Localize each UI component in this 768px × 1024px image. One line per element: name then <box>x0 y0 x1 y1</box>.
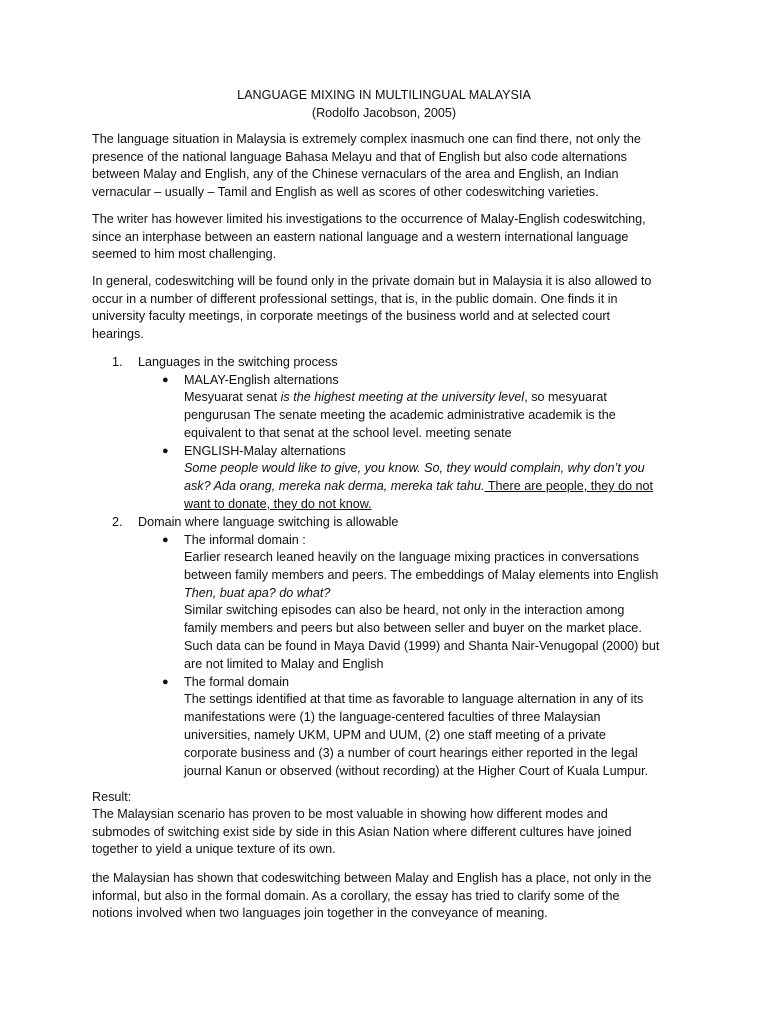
paragraph-line: The language situation in Malaysia is extremely complex inasmuch one can find there, not only the <box>92 132 641 146</box>
paragraph-line: between Malay and English, any of the Chinese vernaculars of the area and English, an Indian <box>92 167 619 182</box>
body-line: The settings identified at that time as favorable to language alternation in any of its <box>184 692 644 706</box>
bullet-icon: ● <box>162 676 169 688</box>
bullet-label: The informal domain : <box>184 533 306 547</box>
body-line: universities, namely UKM, UPM and UUM, (2) one staff meeting of a private <box>184 728 606 742</box>
bullet-icon: ● <box>162 374 169 386</box>
list-number: 1. <box>112 355 123 369</box>
body-line: Earlier research leaned heavily on the language mixing practices in conversations <box>184 550 640 564</box>
example-italic: Then, buat apa? do what? <box>184 586 331 600</box>
bullet-icon: ● <box>162 534 169 546</box>
paragraph-line: informal, but also in the formal domain. As a corollary, the essay has tried to clarify some of the <box>92 888 620 903</box>
body-line: Similar switching episodes can also be heard, not only in the interaction among <box>184 603 625 617</box>
paragraph-line: university faculty meetings, in corporate meetings of the business world and at selected court <box>92 309 611 324</box>
paragraph-line: occur in a number of different professional settings, that is, in the public domain. One finds it in <box>92 291 618 306</box>
paragraph-line: submodes of switching exist side by side in this Asian Nation where different cultures have joined <box>92 824 632 839</box>
example-italic: is the highest meeting at the university level <box>280 390 525 404</box>
list-item-label: Domain where language switching is allowable <box>138 515 399 529</box>
example-line <box>184 460 684 478</box>
bullet-label: ENGLISH-Malay alternations <box>184 444 346 458</box>
paragraph-line: In general, codeswitching will be found only in the private domain but in Malaysia it is also allowed to <box>92 274 652 288</box>
paragraph-5 <box>92 870 692 923</box>
bullet-label: MALAY-English alternations <box>184 373 339 387</box>
paragraph-line: vernacular – usually – Tamil and English as well as scores of other codeswitching varieties. <box>92 184 599 199</box>
paragraph-3 <box>92 273 692 343</box>
example-italic: Some people would like to give, you know. So, they would complain, why don’t you <box>184 461 645 475</box>
example-line: equivalent to that senat at the school level. meeting senate <box>184 426 512 440</box>
list-item <box>92 514 692 532</box>
example-line <box>184 478 684 496</box>
example-underlined: There are people, they do not <box>484 479 654 493</box>
paragraph-line: since an interphase between an eastern national language and a western international language <box>92 229 629 244</box>
paragraph-line: together to yield a unique texture of its own. <box>92 842 336 857</box>
bullet-icon: ● <box>162 445 169 457</box>
list-number: 2. <box>112 515 123 529</box>
example-text: Mesyuarat senat <box>184 390 281 404</box>
bullet-label: The formal domain <box>184 675 289 689</box>
list-item-label: Languages in the switching process <box>138 355 338 369</box>
example-line <box>184 389 684 407</box>
paragraph-line: the Malaysian has shown that codeswitching between Malay and English has a place, not only in the <box>92 871 652 885</box>
paragraph-line: presence of the national language Bahasa Melayu and that of English but also code alternations <box>92 149 627 164</box>
body-line: Such data can be found in Maya David (1999) and Shanta Nair-Venugopal (2000) but <box>184 639 660 653</box>
example-italic: ask? Ada orang, mereka nak derma, mereka tak tahu. <box>184 479 485 493</box>
body-line: corporate business and (3) a number of court hearings either reported in the legal <box>184 746 638 760</box>
example-text: , so mesyuarat <box>524 390 607 404</box>
paragraph-2 <box>92 211 692 264</box>
paragraph-line: The Malaysian scenario has proven to be most valuable in showing how different modes and <box>92 807 608 821</box>
document-subtitle: (Rodolfo Jacobson, 2005) <box>311 106 457 120</box>
example-line <box>184 585 684 603</box>
paragraph-line: hearings. <box>92 326 144 341</box>
body-line: family members and peers but also between seller and buyer on the market place. <box>184 621 642 635</box>
result-heading: Result: <box>92 790 132 804</box>
paragraph-1 <box>92 131 692 201</box>
paragraph-4 <box>92 806 692 859</box>
example-underlined: want to donate, they do not know. <box>184 497 372 511</box>
example-line: pengurusan The senate meeting the academic administrative academik is the <box>184 408 616 422</box>
paragraph-line: notions involved when two languages join together in the conveyance of meaning. <box>92 906 548 921</box>
body-line: manifestations were (1) the language-centered faculties of three Malaysian <box>184 710 601 724</box>
document-title: LANGUAGE MIXING IN MULTILINGUAL MALAYSIA <box>237 88 531 102</box>
body-line: journal Kanun or observed (without recording) at the Higher Court of Kuala Lumpur. <box>184 764 649 778</box>
paragraph-line: The writer has however limited his investigations to the occurrence of Malay-English codeswitching, <box>92 212 646 226</box>
list-item <box>92 354 692 372</box>
paragraph-line: seemed to him most challenging. <box>92 247 277 262</box>
body-line: between family members and peers. The embeddings of Malay elements into English <box>184 568 659 582</box>
body-line: are not limited to Malay and English <box>184 657 384 671</box>
